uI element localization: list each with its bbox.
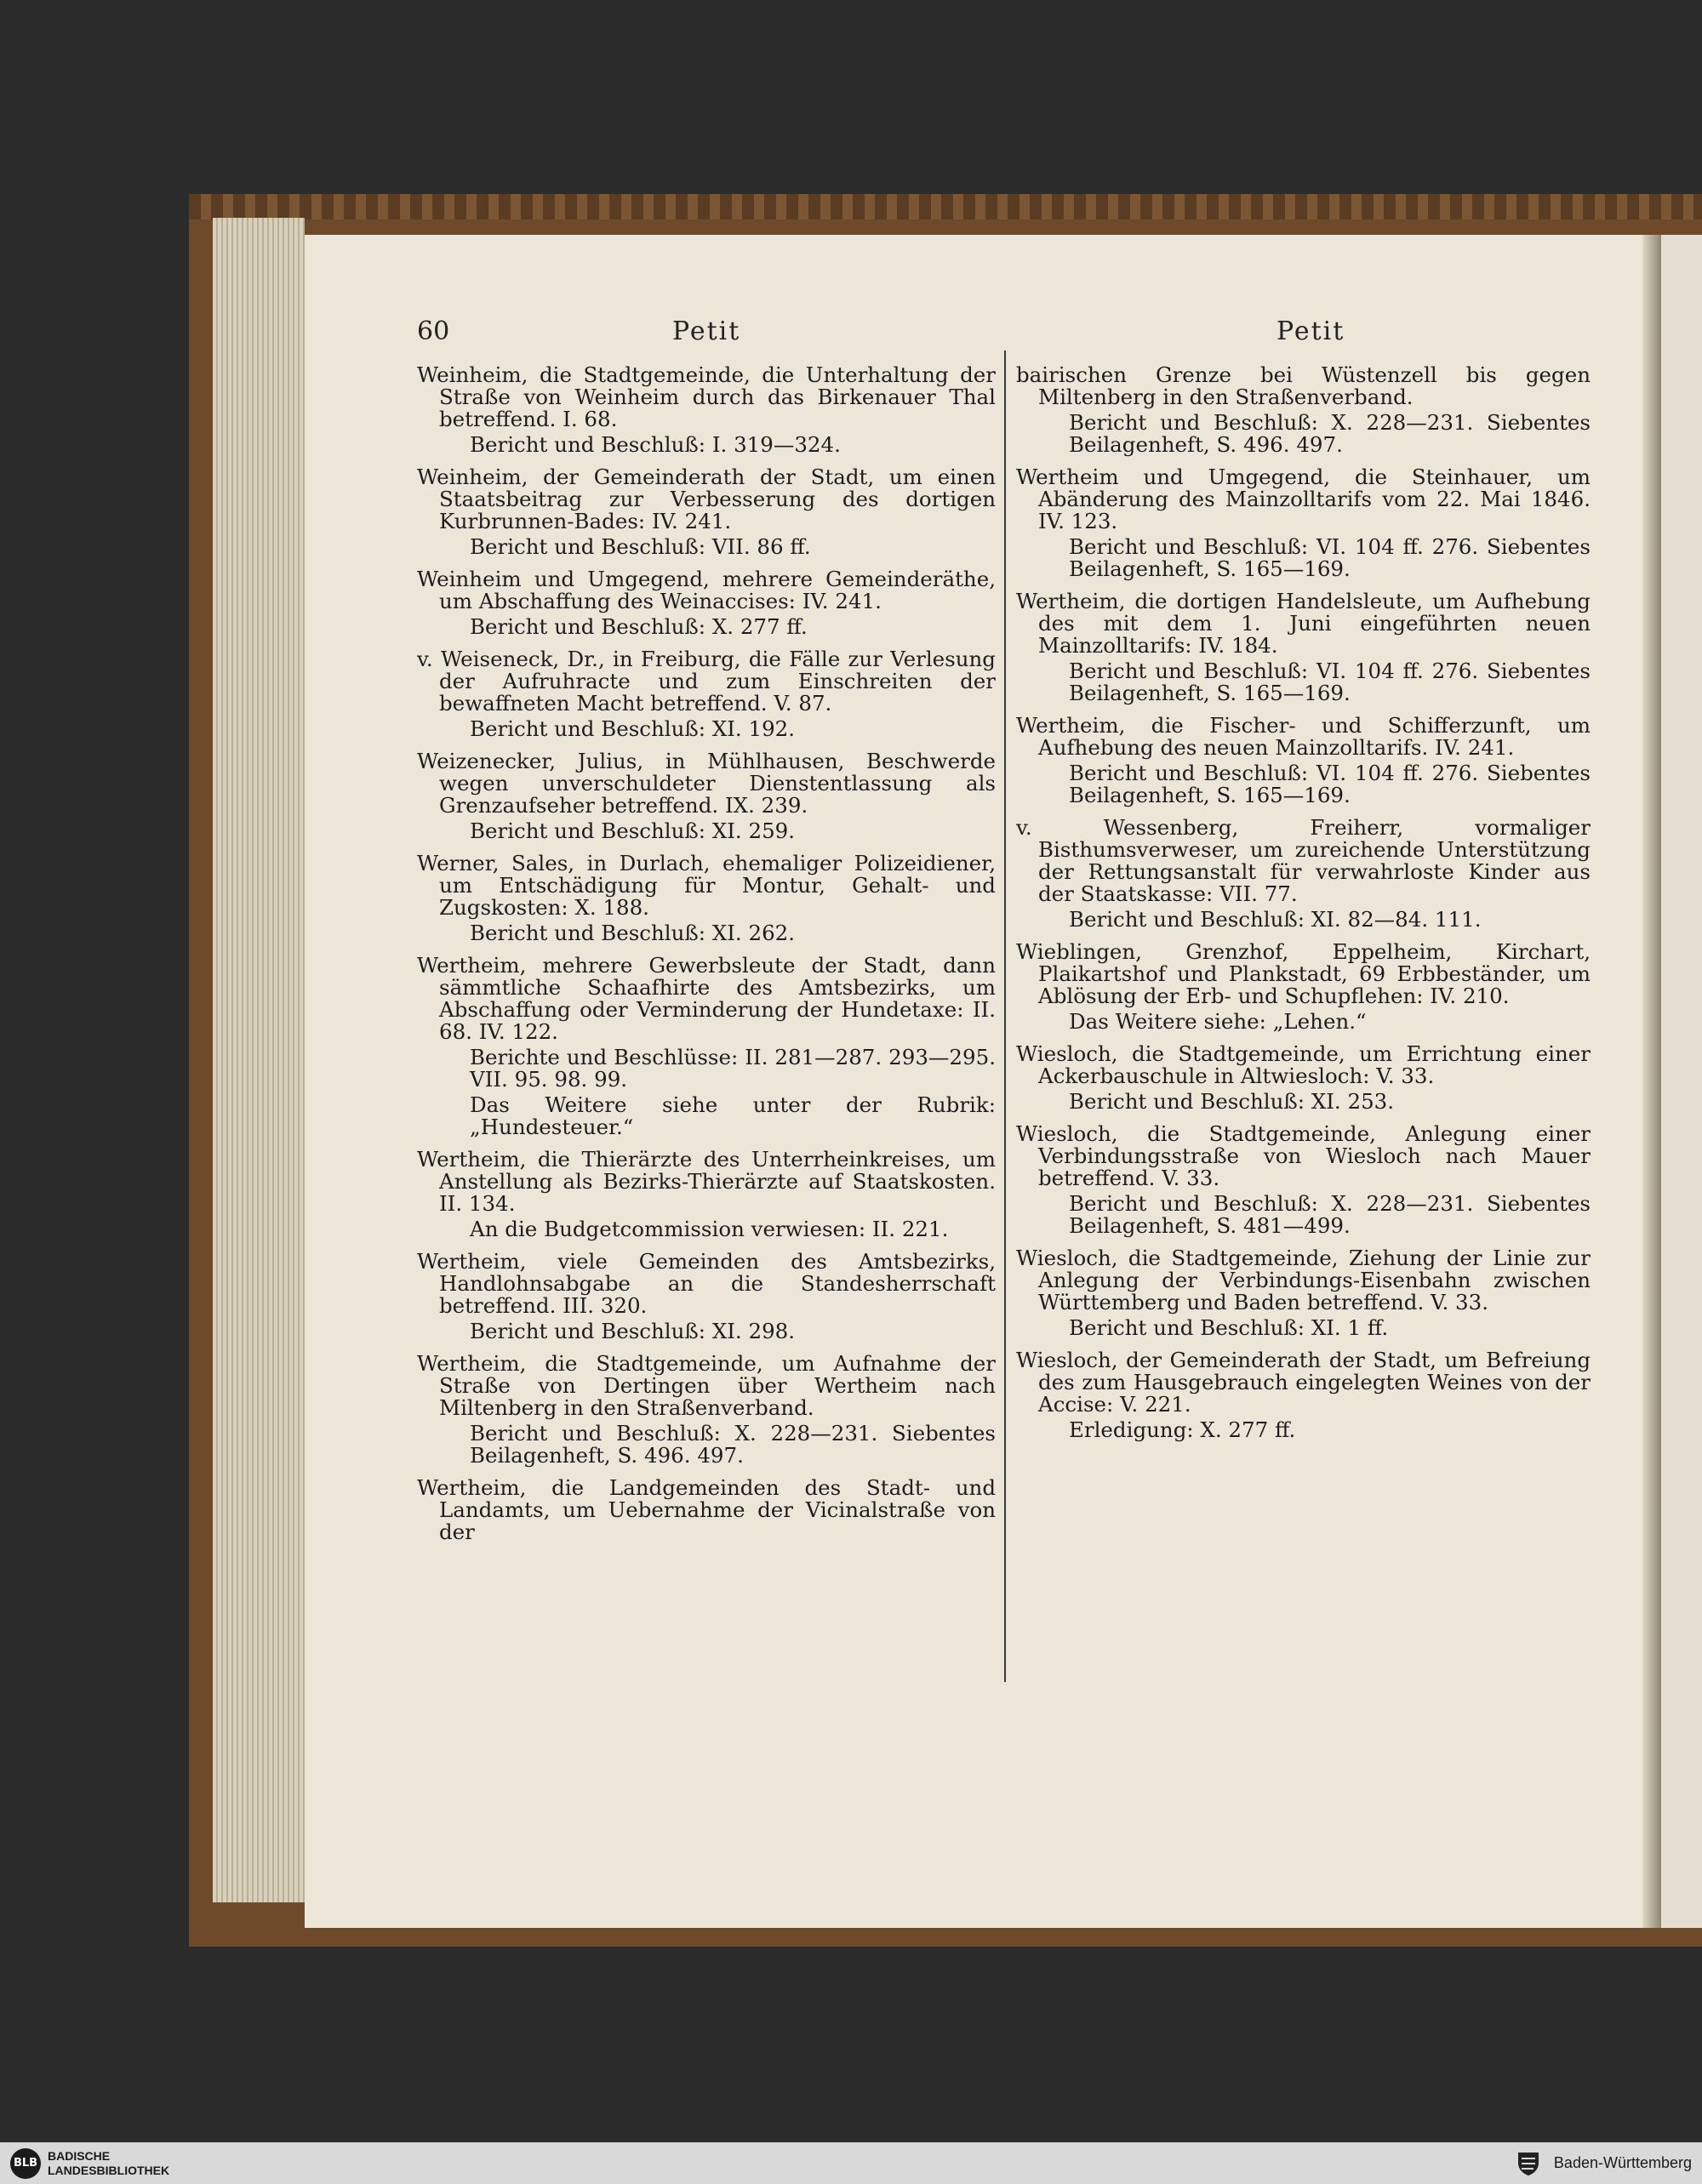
index-entry [417,568,996,638]
entry-text: Werner, Sales, in Durlach, ehemaliger Polizeidiener, um Entschädigung für Montur, Gehalt- und Zugskosten: X. 188. [417,851,996,920]
entry-reference: Das Weitere siehe unter der Rubrik: „Hundesteuer.“ [470,1092,996,1139]
entry-text: Weinheim und Umgegend, mehrere Gemeinderäthe, um Abschaffung des Weinaccises: IV. 241. [417,567,996,613]
entry-text: Wertheim, mehrere Gewerbsleute der Stadt, dann sämmtliche Schaafhirte des Amtsbezirks, um Abschaffung oder Verminderung der Hundetaxe: II. 68. IV. 122. [417,953,996,1044]
index-entry [1016,1123,1591,1237]
entry-reference: Bericht und Beschluß: XI. 1 ff. [1069,1315,1389,1340]
entry-text: Wertheim, die Stadtgemeinde, um Aufnahme der Straße von Dertingen über Wertheim nach Miltenberg in den Straßenverband. [417,1351,996,1420]
entry-reference: Bericht und Beschluß: XI. 298. [470,1319,796,1343]
entry-text: Wertheim, die Landgemeinden des Stadt- und Landamts, um Uebernahme der Vicinalstraße von der [417,1475,996,1544]
index-entry [417,466,996,558]
entry-reference: Bericht und Beschluß: XI. 253. [1069,1089,1395,1114]
entry-reference: Bericht und Beschluß: VI. 104 ff. 276. Siebentes Beilagenheft, S. 165—169. [1069,534,1591,581]
entry-reference: Bericht und Beschluß: VI. 104 ff. 276. Siebentes Beilagenheft, S. 165—169. [1069,659,1591,705]
index-entry [1016,590,1591,704]
entry-text: Wertheim, die dortigen Handelsleute, um Aufhebung des mit dem 1. Juni eingeführten neuen Mainzolltarifs: IV. 184. [1016,589,1591,658]
entry-reference: Bericht und Beschluß: VII. 86 ff. [470,534,811,559]
entry-text: v. Wessenberg, Freiherr, vormaliger Bisthumsverweser, um zureichende Unterstützung der Rettungsanstalt für verwahrloste Kinder aus der Staatskasse: VII. 77. [1016,815,1591,906]
index-entry [1016,941,1591,1033]
blb-name-line-1: BADISCHE [48,2149,111,2163]
index-entry [417,1149,996,1240]
left-column [417,364,996,1554]
entry-text: Weinheim, die Stadtgemeinde, die Unterhaltung der Straße von Weinheim durch das Birkenauer Thal betreffend. I. 68. [417,362,996,431]
index-entry [1016,364,1591,456]
entry-text: bairischen Grenze bei Wüstenzell bis gegen Miltenberg in den Straßenverband. [1016,362,1591,409]
entry-text: Wieblingen, Grenzhof, Eppelheim, Kirchart, Plaikartshof und Plankstadt, 69 Erbbeständer, um Ablösung der Erb- und Schupflehen: IV. 210. [1016,939,1591,1008]
index-entry [1016,466,1591,580]
index-entry [1016,817,1591,931]
entry-reference: Bericht und Beschluß: X. 228—231. Siebentes Beilagenheft, S. 496. 497. [1069,410,1591,457]
page-stack-edges [213,218,305,1902]
entry-text: Wertheim und Umgegend, die Steinhauer, um Abänderung des Mainzolltarifs vom 22. Mai 1846. IV. 123. [1016,465,1591,533]
entry-text: Wertheim, die Fischer- und Schifferzunft, um Aufhebung des neuen Mainzolltarifs. IV. 241. [1016,713,1591,760]
entry-text: Wiesloch, der Gemeinderath der Stadt, um Befreiung des zum Hausgebrauch eingelegten Weines von der Accise: V. 221. [1016,1348,1591,1417]
book-gutter [1642,235,1661,1928]
page-number: 60 [417,316,450,346]
entry-text: Wiesloch, die Stadtgemeinde, Anlegung einer Verbindungsstraße von Wiesloch nach Mauer betreffend. V. 33. [1016,1121,1591,1190]
entry-reference: Bericht und Beschluß: X. 277 ff. [470,614,808,639]
entry-text: Wiesloch, die Stadtgemeinde, Ziehung der Linie zur Anlegung der Verbindungs-Eisenbahn zwischen Württemberg und Baden betreffend. V. 33. [1016,1246,1591,1314]
index-entry [417,1251,996,1343]
blb-name-line-2: LANDESBIBLIOTHEK [48,2164,170,2177]
entry-text: v. Weiseneck, Dr., in Freiburg, die Fälle zur Verlesung der Aufruhracte und zum Einschreiten der bewaffneten Macht betreffend. V. 87. [417,647,996,716]
entry-reference: Bericht und Beschluß: XI. 262. [470,921,796,945]
index-entry [417,648,996,740]
entry-text: Weinheim, der Gemeinderath der Stadt, um einen Staatsbeitrag zur Verbesserung des dortigen Kurbrunnen-Bades: IV. 241. [417,465,996,533]
entry-reference: Bericht und Beschluß: XI. 259. [470,818,796,843]
index-entry [417,364,996,456]
index-entry [1016,1043,1591,1113]
right-column [1016,364,1591,1451]
entry-text: Weizenecker, Julius, in Mühlhausen, Beschwerde wegen unverschuldeter Dienstentlassung als Grenzaufseher betreffend. IX. 239. [417,749,996,818]
index-entry [417,750,996,842]
running-header-left: Petit [672,316,741,346]
column-rule [1004,351,1006,1682]
entry-reference: Bericht und Beschluß: X. 228—231. Siebentes Beilagenheft, S. 496. 497. [470,1421,996,1468]
index-entry [1016,1247,1591,1339]
entry-text: Wiesloch, die Stadtgemeinde, um Errichtung einer Ackerbauschule in Altwiesloch: V. 33. [1016,1041,1591,1088]
index-entry [417,1353,996,1467]
entry-reference: Erledigung: X. 277 ff. [1069,1417,1296,1442]
index-entry [417,853,996,944]
blb-logo[interactable]: BLB [10,2148,41,2179]
entry-reference: Berichte und Beschlüsse: II. 281—287. 293—295. VII. 95. 98. 99. [470,1045,996,1092]
index-entry [417,955,996,1138]
running-header-right: Petit [1276,316,1345,346]
entry-reference: Bericht und Beschluß: X. 228—231. Siebentes Beilagenheft, S. 481—499. [1069,1191,1591,1238]
entry-reference: Bericht und Beschluß: XI. 192. [470,716,796,741]
entry-reference: Das Weitere siehe: „Lehen.“ [1069,1009,1367,1034]
baden-wuerttemberg-label[interactable]: Baden-Württemberg [1553,2154,1692,2171]
facing-page-edge [1661,235,1702,1928]
entry-reference: Bericht und Beschluß: VI. 104 ff. 276. Siebentes Beilagenheft, S. 165—169. [1069,761,1591,807]
viewer-footer [0,2142,1702,2184]
blb-name[interactable] [48,2149,169,2178]
baden-wuerttemberg-crest-icon [1516,2151,1540,2176]
entry-reference: Bericht und Beschluß: XI. 82—84. 111. [1069,907,1482,932]
index-entry [1016,715,1591,807]
index-entry [1016,1349,1591,1441]
entry-text: Wertheim, die Thierärzte des Unterrheinkreises, um Anstellung als Bezirks-Thierärzte auf Staatskosten. II. 134. [417,1147,996,1216]
entry-reference: An die Budgetcommission verwiesen: II. 221. [470,1217,949,1241]
index-entry [417,1477,996,1543]
entry-text: Wertheim, viele Gemeinden des Amtsbezirks, Handlohnsabgabe an die Standesherrschaft betreffend. III. 320. [417,1249,996,1318]
entry-reference: Bericht und Beschluß: I. 319—324. [470,432,841,457]
